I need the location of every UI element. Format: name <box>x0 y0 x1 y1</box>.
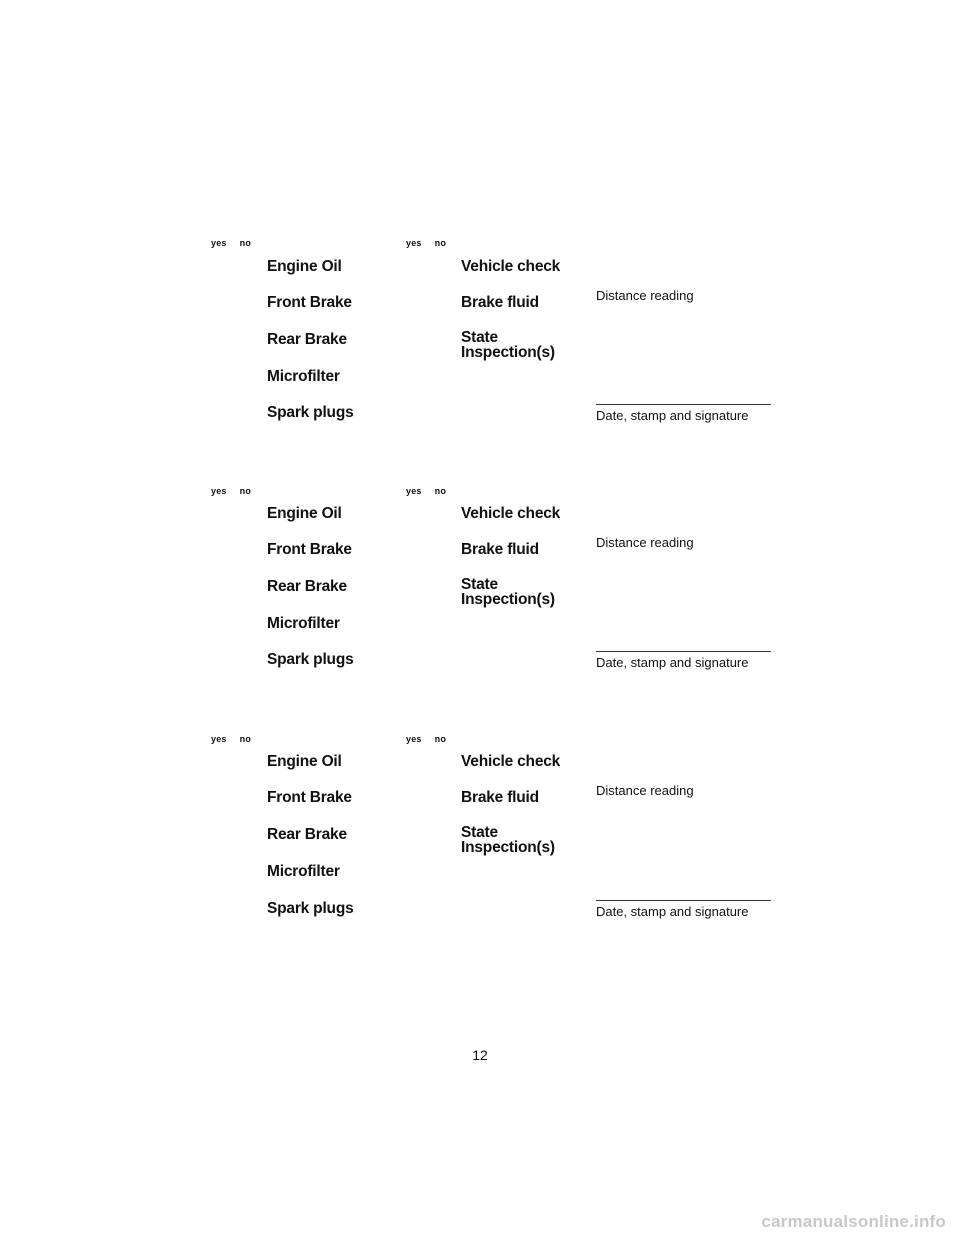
item-front-brake: Front Brake <box>267 294 352 311</box>
item-rear-brake: Rear Brake <box>267 826 347 843</box>
item-vehicle-check: Vehicle check <box>461 505 561 522</box>
item-state-inspection <box>461 330 555 360</box>
item-rear-brake: Rear Brake <box>267 578 347 595</box>
yes-label: yes <box>211 238 227 248</box>
distance-reading-label: Distance reading <box>596 288 694 303</box>
yes-label: yes <box>406 486 422 496</box>
left-yes-no-header <box>211 734 251 744</box>
item-microfilter: Microfilter <box>267 368 340 385</box>
no-label: no <box>239 734 252 744</box>
right-yes-no-header <box>406 486 446 496</box>
item-front-brake: Front Brake <box>267 541 352 558</box>
right-yes-no-header <box>406 238 446 248</box>
item-state-inspection <box>461 825 555 855</box>
distance-reading-label: Distance reading <box>596 783 694 798</box>
no-label: no <box>434 734 447 744</box>
item-spark-plugs: Spark plugs <box>267 404 354 421</box>
inspection-line: Inspection(s) <box>461 344 555 361</box>
no-label: no <box>239 238 252 248</box>
left-yes-no-header <box>211 238 251 248</box>
service-section-1 <box>0 230 960 460</box>
signature-line <box>596 404 771 405</box>
signature-label: Date, stamp and signature <box>596 408 749 423</box>
signature-line <box>596 900 771 901</box>
item-vehicle-check: Vehicle check <box>461 258 561 275</box>
item-spark-plugs: Spark plugs <box>267 651 354 668</box>
item-spark-plugs: Spark plugs <box>267 900 354 917</box>
item-vehicle-check: Vehicle check <box>461 753 561 770</box>
item-microfilter: Microfilter <box>267 615 340 632</box>
signature-label: Date, stamp and signature <box>596 904 749 919</box>
no-label: no <box>434 486 447 496</box>
yes-label: yes <box>406 734 422 744</box>
item-brake-fluid: Brake fluid <box>461 541 539 558</box>
signature-line <box>596 651 771 652</box>
item-microfilter: Microfilter <box>267 863 340 880</box>
distance-reading-label: Distance reading <box>596 535 694 550</box>
yes-label: yes <box>211 486 227 496</box>
inspection-line: Inspection(s) <box>461 591 555 608</box>
left-yes-no-header <box>211 486 251 496</box>
signature-label: Date, stamp and signature <box>596 655 749 670</box>
yes-label: yes <box>406 238 422 248</box>
item-front-brake: Front Brake <box>267 789 352 806</box>
page-number: 12 <box>472 1047 488 1063</box>
state-line: State <box>461 576 498 593</box>
service-section-3 <box>0 726 960 956</box>
inspection-line: Inspection(s) <box>461 839 555 856</box>
service-section-2 <box>0 478 960 708</box>
right-yes-no-header <box>406 734 446 744</box>
item-state-inspection <box>461 577 555 607</box>
item-brake-fluid: Brake fluid <box>461 294 539 311</box>
no-label: no <box>239 486 252 496</box>
item-rear-brake: Rear Brake <box>267 331 347 348</box>
watermark: carmanualsonline.info <box>761 1212 946 1231</box>
item-engine-oil: Engine Oil <box>267 505 342 522</box>
item-engine-oil: Engine Oil <box>267 753 342 770</box>
no-label: no <box>434 238 447 248</box>
yes-label: yes <box>211 734 227 744</box>
state-line: State <box>461 824 498 841</box>
item-engine-oil: Engine Oil <box>267 258 342 275</box>
state-line: State <box>461 329 498 346</box>
item-brake-fluid: Brake fluid <box>461 789 539 806</box>
